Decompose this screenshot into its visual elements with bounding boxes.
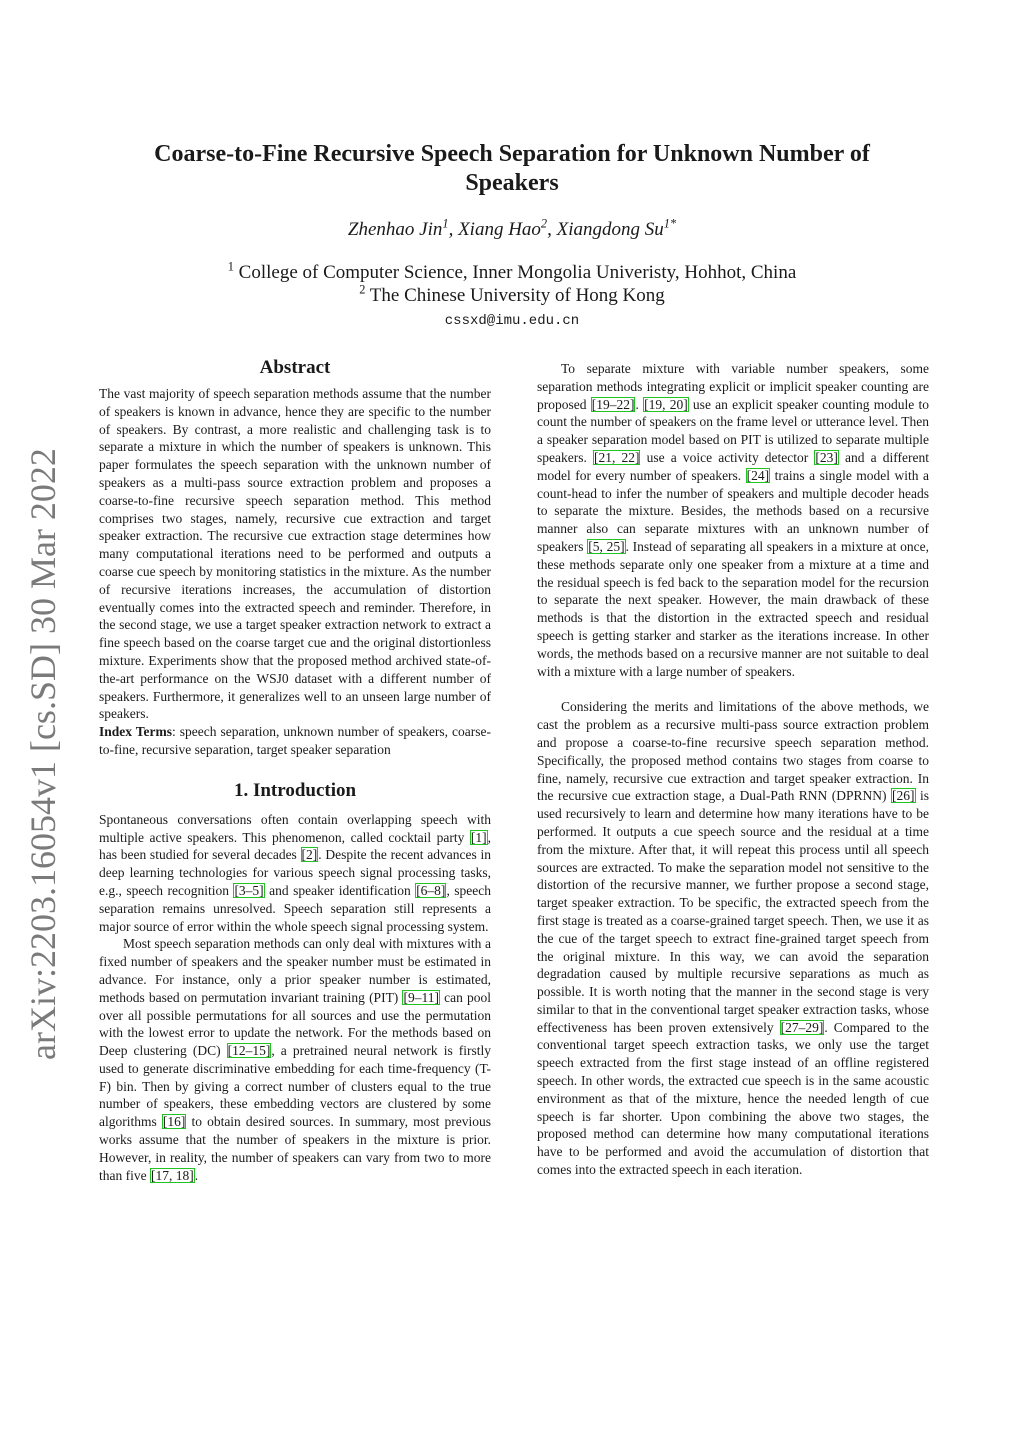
citation-link[interactable]: [23]: [815, 449, 838, 465]
contact-email[interactable]: cssxd@imu.edu.cn: [444, 313, 580, 329]
citation-link[interactable]: [27–29]: [780, 1019, 824, 1035]
index-terms-label: Index Terms: [99, 724, 173, 740]
citation-link[interactable]: [16]: [162, 1114, 186, 1130]
arxiv-identifier: arXiv:2203.16054v1 [cs.SD] 30 Mar 2022: [23, 448, 63, 1060]
index-terms: Index Terms: speech separation, unknown number of speakers, coarse-to-fine, recursive separation, target speaker separation: [99, 724, 491, 757]
citation-link[interactable]: [1]: [470, 829, 487, 845]
intro-paragraph-1: Spontaneous conversations often contain overlapping speech with multiple active speakers. This phenomenon, called cocktail party [1], has been studied for several decades [2]. Despite the recent advances in deep learning technologies for various speech signal processing tasks, e.g., speech recognition [3–5] and speaker identification [6–8], speech separation remains unresolved. Speech separation still represents a major source of error within the whole speech signal processing system.: [99, 811, 491, 934]
citation-link[interactable]: [19, 20]: [644, 396, 688, 412]
author-name: Xiangdong Su: [556, 219, 664, 240]
affiliations: [110, 261, 914, 307]
abstract-heading: Abstract: [259, 357, 331, 378]
author-name: Xiang Hao: [458, 219, 541, 240]
citation-link[interactable]: [24]: [746, 467, 770, 483]
intro-paragraph-3: To separate mixture with variable number speakers, some separation methods integrating explicit or implicit speaker counting are proposed [19–22]. [19, 20] use an explicit speaker counting module to count the number of speakers on the frame level or utterance level. Then a speaker separation model based on PIT is utilized to separate multiple speakers. [21, 22] use a voice activity detector [23] and a different model for every number of speakers. [24] trains a single model with a count-head to infer the number of speakers and multiple decoder heads to separate the mixture. Besides, the methods based on a recursive manner also can separate mixtures with an unknown number of speakers [5, 25]. Instead of separating all speakers in a mixture at once, these methods separate only one speaker from a mixture at a time and the residual speech is fed back to the separation model for the recursion to separate the next speaker. However, the main drawback of these methods is that the distortion in the extracted speech and residual speech is getting starker and starker as the iterations increase. In other words, the methods based on a recursive manner are not suitable to deal with a mixture with a large number of speakers.: [537, 361, 930, 679]
intro-paragraph-4: Considering the merits and limitations of the above methods, we cast the problem as a recursive multi-pass source extraction problem and propose a coarse-to-fine recursive speech separation method. Specifically, the proposed method contains two stages from coarse to fine, namely, recursive cue extraction and target speaker extraction. In the recursive cue extraction stage, a Dual-Path RNN (DPRNN) [26] is used recursively to learn and determine how many iterations have to be performed. It outputs a cue speech source and the residual at a time from the mixture. After that, it will repeat this process until all speech sources are extracted. To make the separation model not sensitive to the distortion of the recursive manner, we further propose a second stage, target speaker extraction. To be specific, the extracted speech from the first stage is treated as a coarse-grained target speech. Then, we use it as the cue of the target speech to extract fine-grained target speech from the original mixture. In this way, we can avoid the separation degradation caused by multiple recursive separations as much as possible. It is worth noting that the manner in the second stage is very similar to that in the conventional target speaker extraction tasks, whose effectiveness has been proven extensively [27–29]. Compared to the conventional target speech extraction tasks, we only use the target speech extracted from the first stage instead of an offline registered speech. In other words, the extracted cue speech is in the same acoustic environment as that of the mixture, hence the needed length of cue speech is far shorter. Upon combining the above two stages, the proposed method can determine how many computational iterations have to be performed and avoid the accumulation of distortion that comes into the extracted speech in each iteration.: [537, 699, 929, 1178]
author-affil-mark: 1: [442, 216, 449, 231]
citation-link[interactable]: [21, 22]: [593, 449, 640, 465]
paper-title: Coarse-to-Fine Recursive Speech Separation for Unknown Number of Speakers: [154, 141, 870, 196]
author-affil-mark: 2: [540, 216, 548, 231]
introduction-heading: 1. Introduction: [233, 779, 357, 801]
citation-link[interactable]: [9–11]: [403, 989, 439, 1005]
author-list: Zhenhao Jin$^1$, Xiang Hao$^2$, Xiangdong $Su^{1*}$: [347, 216, 677, 240]
right-column: [537, 360, 929, 1179]
author-affil-mark: 1*: [663, 216, 677, 231]
citation-link[interactable]: [26]: [892, 788, 915, 804]
affiliation-2: $^2$ The Chinese University of Hong Kong: [359, 282, 665, 306]
abstract-text: The vast majority of speech separation methods assume that the number of speakers is known in advance, hence they are specific to the number of speakers. By contrast, a more realistic and challenging task is to separate a mixture in which the number of speakers is unknown. This paper formulates the speech separation with the unknown number of speakers as a multi-pass source extraction problem and proposes a coarse-to-fine recursive speech separation method. This method comprises two stages, namely, recursive cue extraction and target speaker extraction. The recursive cue extraction stage determines how many computational iterations need to be performed and outputs a coarse cue speech by monitoring statistics in the mixture. As the number of recursive iterations increases, the accumulation of distortion eventually comes into the extracted speech and reminder. Therefore, in the second stage, we use a target speaker extraction network to extract a fine speech based on the coarse target cue and the original distortionless mixture. Experiments show that the proposed method archived state-of-the-art performance on the WSJ0 dataset with a different number of speakers. Furthermore, it generalizes well to an unseen large number of speakers.: [99, 386, 491, 722]
citation-link[interactable]: [2]: [301, 847, 318, 863]
citation-link[interactable]: [5, 25]: [588, 538, 625, 554]
intro-paragraph-2: Most speech separation methods can only deal with mixtures with a fixed number of speakers and the speaker number must be estimated in advance. For instance, only a prior speaker number is estimated, methods based on permutation invariant training (PIT) [9–11] can pool over all possible permutations for all sources and use the permutation with the lowest error to update the network. For the methods based on Deep clustering (DC) [12–15], a pretrained neural network is firstly used to generate discriminative embedding for each time-frequency (T-F) bin. Then by giving a correct number of clusters equal to the true number of speakers, these embedding vectors are clustered by some algorithms [16] to obtain desired sources. In summary, most previous works assume that the number of speakers in the mixture is prior. However, in reality, the number of speakers can vary from two to more than five [17, 18].: [99, 936, 492, 1183]
citation-link[interactable]: [17, 18]: [150, 1167, 194, 1183]
citation-link[interactable]: [3–5]: [234, 882, 264, 898]
citation-link[interactable]: [6–8]: [416, 882, 446, 898]
left-column: [99, 356, 491, 1184]
citation-link[interactable]: [12–15]: [227, 1043, 271, 1059]
citation-link[interactable]: [19–22]: [591, 396, 635, 412]
author-name: Zhenhao Jin: [347, 219, 443, 240]
affiliation-1: $^1$ College of Computer Science, Inner Mongolia Univeristy, Hohhot, China: [227, 259, 797, 283]
